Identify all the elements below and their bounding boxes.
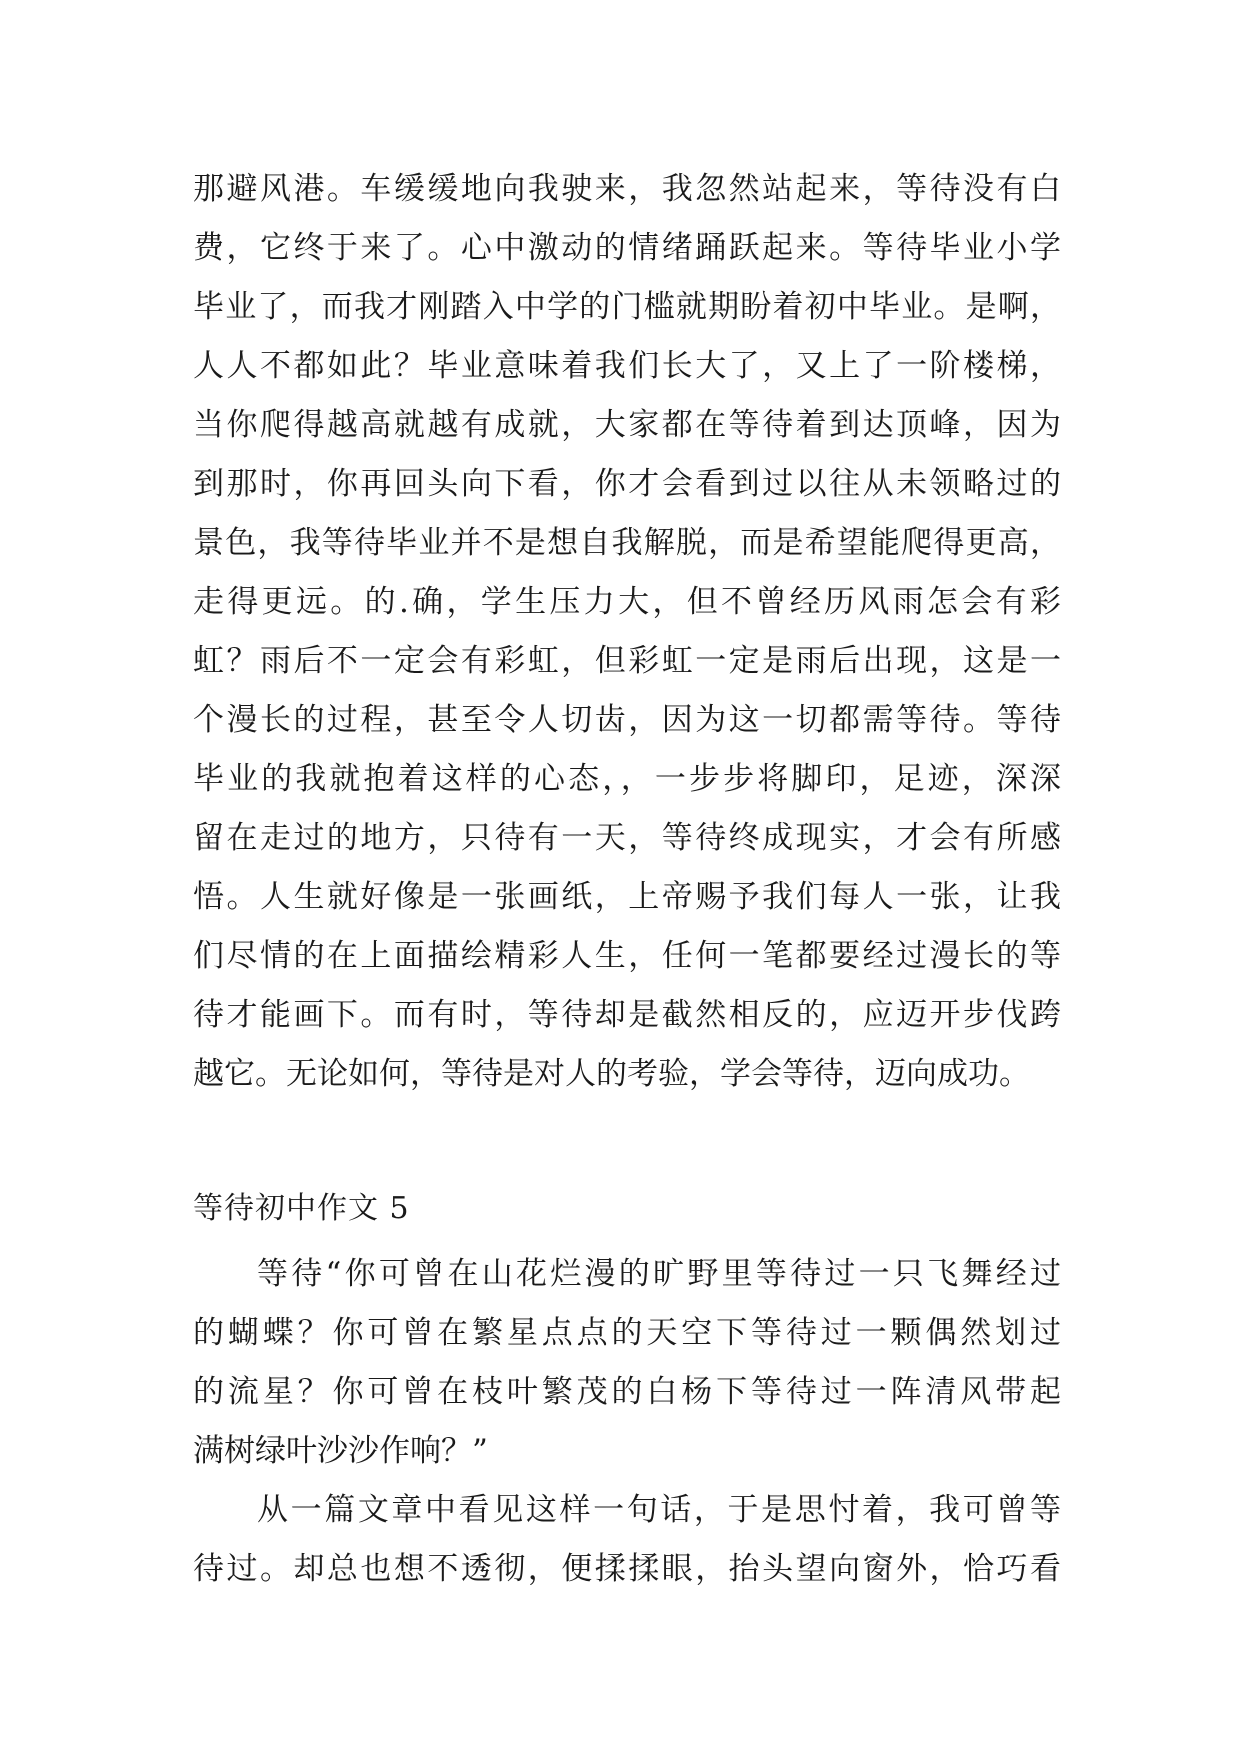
text-line: 满树绿叶沙沙作响？” [193,1433,488,1469]
text-line: 那避风港。车缓缓地向我驶来，我忽然站起来，等待没有白 [193,171,1061,207]
paragraph-reflection [193,1481,1061,1599]
text-line: 的流星？你可曾在枝叶繁茂的白杨下等待过一阵清风带起 [193,1374,1061,1410]
text-line: 留在走过的地方，只待有一天，等待终成现实，才会有所感 [193,820,1061,856]
text-line: 毕业了，而我才刚踏入中学的门槛就期盼着初中毕业。是啊， [193,289,1061,325]
text-line: 毕业的我就抱着这样的心态，，一步步将脚印，足迹，深深 [193,761,1061,797]
text-line: 待过。却总也想不透彻，便揉揉眼，抬头望向窗外，恰巧看 [193,1551,1061,1587]
text-line: 的蝴蝶？你可曾在繁星点点的天空下等待过一颗偶然划过 [193,1315,1061,1351]
text-line: 个漫长的过程，甚至令人切齿，因为这一切都需等待。等待 [193,702,1061,738]
text-line: 人人不都如此？毕业意味着我们长大了，又上了一阶楼梯， [193,348,1061,384]
section-spacer [193,1104,1061,1179]
heading-spacer [193,1238,1061,1245]
text-line: 等待“你可曾在山花烂漫的旷野里等待过一只飞舞经过 [257,1256,1061,1292]
section-heading: 等待初中作文 5 [193,1191,410,1226]
text-line: 悟。人生就好像是一张画纸，上帝赐予我们每人一张，让我 [193,879,1061,915]
text-line: 费，它终于来了。心中激动的情绪踊跃起来。等待毕业小学 [193,230,1061,266]
text-line: 到那时，你再回头向下看，你才会看到过以往从未领略过的 [193,466,1061,502]
text-line: 待才能画下。而有时，等待却是截然相反的，应迈开步伐跨 [193,997,1061,1033]
text-line: 当你爬得越高就越有成就，大家都在等待着到达顶峰，因为 [193,407,1061,443]
text-line: 从一篇文章中看见这样一句话，于是思忖着，我可曾等 [257,1492,1061,1528]
paragraph-continuation [193,160,1061,1104]
text-line: 们尽情的在上面描绘精彩人生，任何一笔都要经过漫长的等 [193,938,1061,974]
text-line: 虹？雨后不一定会有彩虹，但彩虹一定是雨后出现，这是一 [193,643,1061,679]
text-line: 景色，我等待毕业并不是想自我解脱，而是希望能爬得更高， [193,525,1061,561]
paragraph-quote [193,1245,1061,1481]
text-line: 走得更远。的.确，学生压力大，但不曾经历风雨怎会有彩 [193,584,1061,620]
document-body [193,160,1061,1599]
text-line: 越它。无论如何，等待是对人的考验，学会等待，迈向成功。 [193,1056,1030,1092]
